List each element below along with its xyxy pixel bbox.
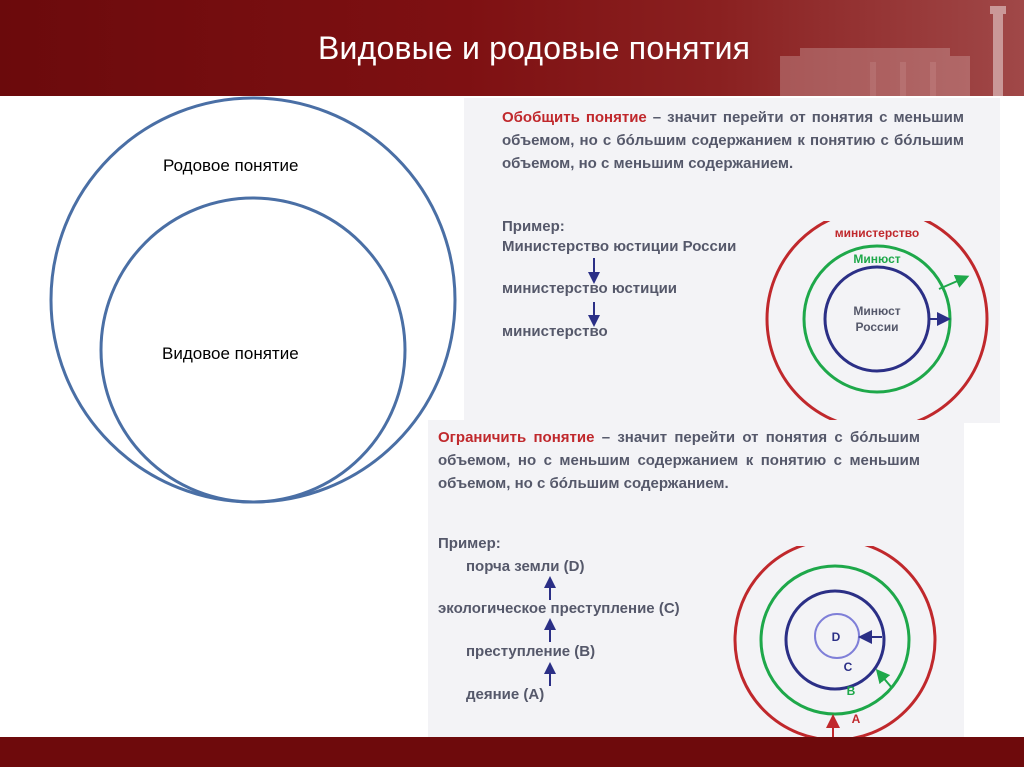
circle-a-label: A <box>851 712 861 726</box>
generalize-definition-text: – значит перейти от понятия с меньшим объемом, но с бóльшим содержанием к понятию с бóльшим объемом, но с меньшим содержанием. <box>502 109 965 172</box>
narrow-arrow-icon <box>881 675 892 688</box>
circle-d-label: D <box>831 630 841 644</box>
circle-c-label: C <box>843 660 853 674</box>
specific-concept-label: Видовое понятие <box>162 344 299 363</box>
ministry-label: министерство <box>834 226 920 240</box>
generalize-chain-arrows <box>585 256 605 346</box>
generalize-chain-item: Министерство юстиции России <box>502 238 737 255</box>
restrict-chain-arrows <box>540 576 560 706</box>
generalize-chain-item: министерство юстиции <box>502 280 678 297</box>
restrict-definition <box>438 426 920 495</box>
generalize-panel <box>464 98 1000 423</box>
generic-concept-label: Родовое понятие <box>163 156 299 175</box>
generalize-chain-item: министерство <box>502 323 608 340</box>
minjust-russia-label-line1: Минюст <box>853 304 901 318</box>
restrict-chain-item: деяние (A) <box>466 686 545 703</box>
restrict-definition-text: – значит перейти от понятия с бóльшим объемом, но с меньшим содержанием к понятию с меньшим объемом, но с бóльшим содержанием. <box>438 429 920 492</box>
restrict-chain-item: экологическое преступление (C) <box>438 600 680 617</box>
generalize-circles-diagram <box>757 221 1007 431</box>
header-bar <box>0 0 1024 96</box>
restrict-circles-diagram <box>720 546 950 746</box>
page-title: Видовые и родовые понятия <box>318 30 751 66</box>
footer-bar <box>0 737 1024 767</box>
restrict-panel <box>428 420 964 740</box>
ministry-of-justice-russia-circle <box>825 267 929 371</box>
generalize-term: Обобщить понятие <box>502 109 647 126</box>
generalize-example-label: Пример: <box>502 218 565 235</box>
minjust-russia-label-line2: России <box>855 320 899 334</box>
restrict-chain-item: преступление (B) <box>466 643 596 660</box>
restrict-term: Ограничить понятие <box>438 429 595 446</box>
generalize-definition <box>502 106 964 175</box>
restrict-chain-item: порча земли (D) <box>466 558 585 575</box>
circle-b-label: B <box>846 684 856 698</box>
restrict-example-label: Пример: <box>438 535 501 552</box>
minjust-label: Минюст <box>853 252 901 266</box>
